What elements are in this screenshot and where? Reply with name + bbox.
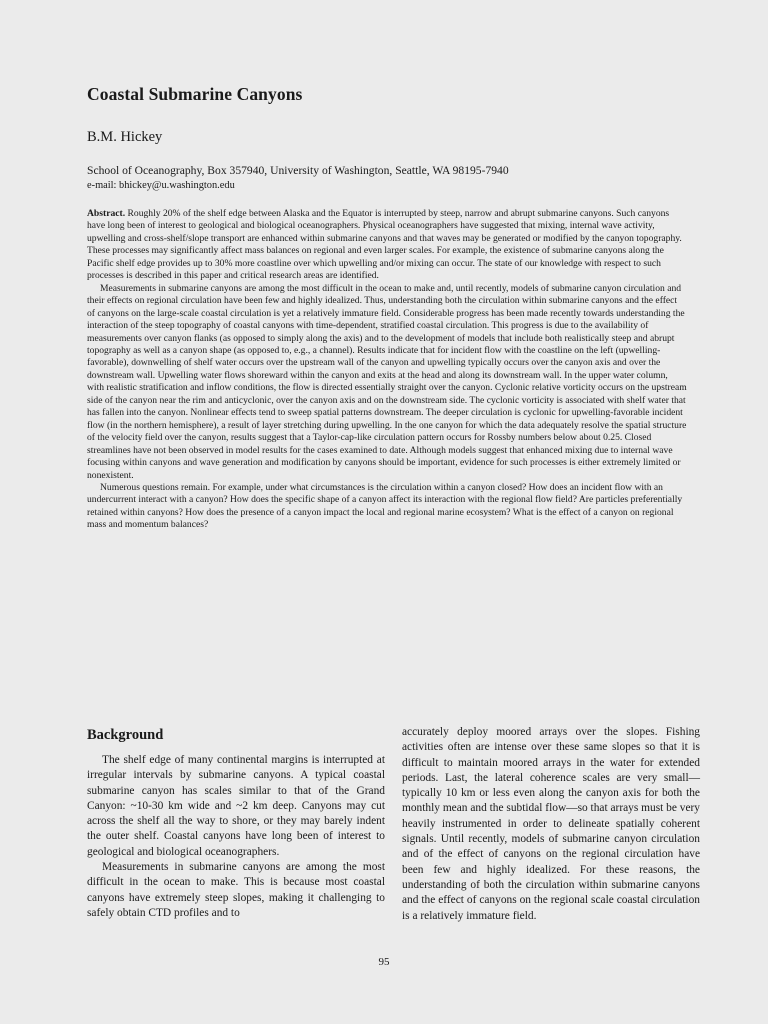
abstract-paragraph-2: Measurements in submarine canyons are among the most difficult in the ocean to make and, until recently, models of submarine canyon circulation and their effects on regional circulation have been few and highly idealized. Thus, understanding both the circulation within submarine canyons and the effect of canyons on the large-scale coastal circulation is yet a relatively immature field. Considerable progress has been made recently towards understanding the interaction of the steep topography of coastal canyons with time-dependent, stratified coastal circulation. This progress is due to the availability of measurements over canyon flanks (as opposed to simply along the axis) and to the development of models that include both realistically steep and abrupt topography as well as a canyon shape (as opposed to, e.g., a channel). Results indicate that for incident flow with the coastline on the left (upwelling-favorable), downwelling of shelf water occurs over the upstream wall of the canyon and upwelling typically occurs over the canyon axis and over the downstream wall. Upwelling water flows shoreward within the canyon and exits at the head and along its downstream wall. In the upper water column, with realistic stratification and inflow conditions, the flow is directed essentially straight over the canyon. Cyclonic relative vorticity occurs on the upstream side of the canyon near the rim and anticyclonic, over the canyon axis and on the downstream side. The cyclonic vorticity is associated with shelf water that has fallen into the canyon. Nonlinear effects tend to sweep spatial patterns downstream. The deeper circulation is cyclonic for upwelling-favorable incident flow (in the northern hemisphere), a result of layer stretching during upwelling. In the one canyon for which the data adequately resolve the spatial structure of the velocity field over the canyon, results suggest that a Taylor-cap-like circulation pattern occurs for Rossby numbers below about 0.25. Closed streamlines have not been observed in model results for the cases examined to date. Although models suggest that enhanced mixing due to internal wave focusing within canyons and wave generation and modification by canyons should be important, evidence for such processes is either extremely limited or nonexistent. <box>87 282 687 481</box>
abstract-paragraph-1 <box>87 208 687 283</box>
background-paragraph-2: Measurements in submarine canyons are among the most difficult in the ocean to make. This is because most coastal canyons have extremely steep slopes, making it challenging to safely obtain CTD profiles and to <box>87 861 385 919</box>
right-column <box>402 725 700 924</box>
paper-title: Coastal Submarine Canyons <box>87 84 303 104</box>
abstract-label: Abstract. <box>87 208 126 219</box>
background-paragraph-3: accurately deploy moored arrays over the slopes. Fishing activities often are intense over these same slopes so that it is difficult to maintain moored arrays in the water for extended periods. Last, the lateral coherence scales are very small—typically 10 km or less even along the canyon axis for both the monthly mean and the subtidal flow—so that arrays must be very heavily instrumented in order to delineate spatially coherent signals. Until recently, models of submarine canyon circulation and of the effect of canyons on the regional circulation have been few and highly idealized. For these reasons, the understanding of both the circulation within submarine canyons and the effect of canyons on the regional scale coastal circulation is a relatively immature field. <box>402 726 700 922</box>
abstract-text-1: Roughly 20% of the shelf edge between Alaska and the Equator is interrupted by steep, narrow and abrupt submarine canyons. Such canyons have long been of interest to geological and biological oceanographers. Physical oceanographers have suggested that mixing, internal wave activity, upwelling and cross-shelf/slope transport are enhanced within submarine canyons and that waves may be generated or modified by the canyon topography. These processes may significantly affect mass balances on regional and even larger scales. For example, the existence of submarine canyons along the Pacific shelf edge provides up to 30% more coastline over which upwelling and/or mixing can occur. The state of our knowledge with respect to such processes is described in this paper and critical research areas are identified. <box>87 208 682 282</box>
author-name: B.M. Hickey <box>87 129 163 145</box>
affiliation-address: School of Oceanography, Box 357940, University of Washington, Seattle, WA 98195-7940 <box>87 164 509 177</box>
abstract <box>87 208 687 532</box>
abstract-paragraph-3: Numerous questions remain. For example, under what circumstances is the circulation within a canyon closed? How does an incident flow with an undercurrent interact with a canyon? How does the specific shape of a canyon affect its interaction with the regional flow field? Are particles preferentially retained within canyons? How does the presence of a canyon impact the local and regional marine ecosystem? What is the effect of a canyon on regional mass and momentum balances? <box>87 481 683 531</box>
affiliation-email: e-mail: bhickey@u.washington.edu <box>87 180 235 191</box>
background-paragraph-1: The shelf edge of many continental margins is interrupted at irregular intervals by submarine canyons. A typical coastal submarine canyon has scales similar to that of the Grand Canyon: ~10-30 km wide and ~2 km deep. Canyons may cut across the shelf all the way to shore, or they may barely indent the outer shelf. Coastal canyons have long been of interest to geological and biological oceanographers. <box>87 754 385 858</box>
left-column <box>87 725 385 921</box>
section-heading-background: Background <box>87 727 164 743</box>
affiliation <box>87 163 509 193</box>
page-number: 95 <box>378 956 390 968</box>
